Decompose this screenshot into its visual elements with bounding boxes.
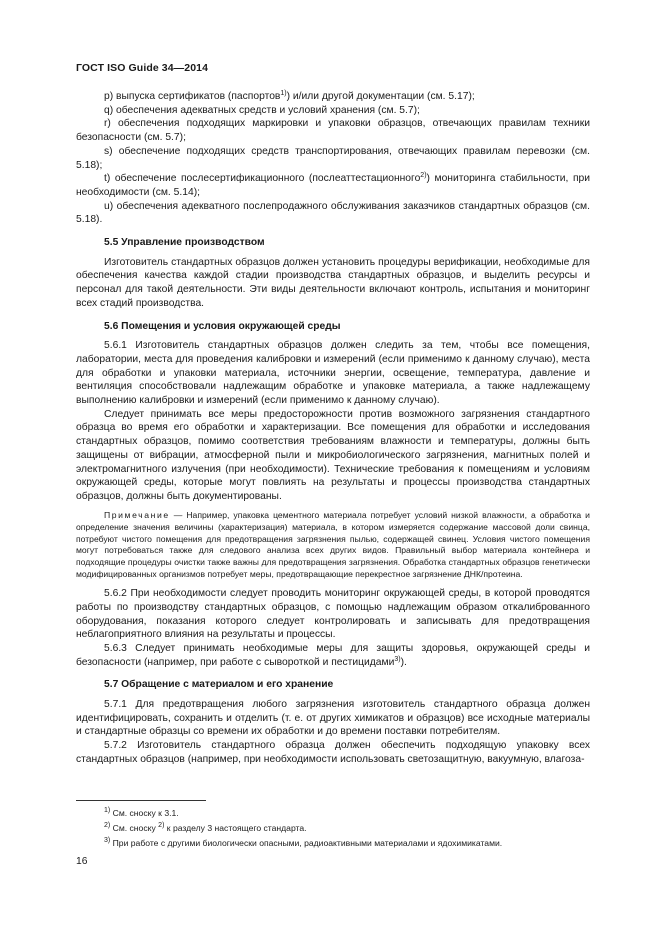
footnote-3: $^{3)}$ При работе с другими биологически опасными, радиоактивными материалами и ядохимикатами. <box>104 837 503 848</box>
page-number: 16 <box>76 856 88 867</box>
paragraph-5-7-1: 5.7.1 Для предотвращения любого загрязнения изготовитель стандартного образца должен идентифицировать, сохранить и отделить (т. е. от других химикатов и образцов) все исходные материалы и стандартные образцы со времени их обработки и до времени поставки потребителям. <box>76 699 590 738</box>
section-heading-5-6: 5.6 Помещения и условия окружающей среды <box>104 320 341 332</box>
list-item-t: t) обеспечение послесертификационного (послеаттестационного$^{2)}$) мониторинга стабильности, при необходимости (см. 5.14); <box>76 172 590 198</box>
list-item-q: q) обеспечения адекватных средств и условий хранения (см. 5.7); <box>104 104 420 116</box>
section-heading-5-7: 5.7 Обращение с материалом и его хранение <box>104 679 334 691</box>
footnote-ref: 1) <box>280 90 287 97</box>
list-item-p: p) выпуска сертификатов (паспортов$^{1)}$) и/или другой документации (см. 5.17); <box>104 90 475 102</box>
footnote-divider <box>76 800 206 801</box>
page-content <box>76 90 590 767</box>
note-label: Примечание <box>104 509 170 520</box>
list-item-s: s) обеспечение подходящих средств транспортирования, отвечающих правилам перевозки (см. 5.18); <box>76 145 590 171</box>
footnote-2: $^{2)}$ См. сноску $^{2)}$ к разделу 3 настоящего стандарта. <box>104 822 307 833</box>
section-heading-5-5: 5.5 Управление производством <box>104 237 265 249</box>
paragraph-5-6-1: 5.6.1 Изготовитель стандартных образцов должен следить за тем, чтобы все помещения, лаборатории, места для проведения калибровки и измерений (если применимо к данному случаю), места для обработки и упаковки материала, источники энергии, освещение, температура, давление и вентиляция способствовали надлежащим обработке и упаковке материала, а также надлежащему выполнению калибровки и измерений (если применимо к данному случаю). <box>76 340 590 407</box>
list-item-r: r) обеспечения подходящих маркировки и упаковки образцов, отвечающих правилам техники безопасности (см. 5.7); <box>76 118 590 144</box>
footnote-ref: 3) <box>394 655 401 663</box>
paragraph-5-6-3: 5.6.3 Следует принимать необходимые меры для защиты здоровья, окружающей среды и безопасности (например, при работе с сывороткой и пестицидами$^{3)}$). <box>76 642 590 668</box>
paragraph: Изготовитель стандартных образцов должен установить процедуры верификации, необходимые для обеспечения качества каждой стадии производства стандартных образцов, и выделить ресурсы и персонал для такой деятельности. Эти виды деятельности включают контроль, испытания и мониторинг всех стадий производства. <box>76 256 590 309</box>
paragraph-5-6-2: 5.6.2 При необходимости следует проводить мониторинг окружающей среды, в которой проводятся работы по производству стандартных образцов, с помощью надлежащим образом откалиброванного оборудования, показания которого следует контролировать и записывать для предотвращения неблагоприятного влияния на результаты и процессы. <box>76 588 590 641</box>
footnotes <box>76 806 590 851</box>
list-item-u: u) обеспечения адекватного послепродажного обслуживания заказчиков стандартных образцов (см. 5.18). <box>76 200 590 226</box>
footnote-ref: 2) <box>420 172 427 180</box>
paragraph-5-7-2: 5.7.2 Изготовитель стандартного образца должен обеспечить подходящую упаковку всех стандартных образцов (например, при необходимости использовать светозащитную, вакуумную, влагоза- <box>76 740 590 765</box>
document-header: ГОСТ ISO Guide 34—2014 <box>76 62 209 74</box>
note-block <box>76 510 590 581</box>
note-text: — Например, упаковка цементного материала потребует условий низкой влажности, а обработка и определение значения величины (характеризация) материала, в котором измеряется содержание массовой доли свинца, потребуют чистого помещения для предотвращения загрязнения пылью, содержащей свинец. Условия чистого помещения могут потребоваться также для следового анализа всех других видов. Правильный выбор материала контейнера и подходящие процедуры очистки также важны для предотвращения загрязнения. Обработка стандартных образцов генетически модифицированных организмов потребует меры, предотвращающие перекрестное загрязнение ДНК/протеина. <box>76 509 590 580</box>
paragraph: Следует принимать все меры предосторожности против возможного загрязнения стандартного образца во время его обработки и характеризации. Все помещения для обработки и исследования стандартных образцов, помимо соответствия требованиям влажности и температуры, должны быть защищены от вибрации, атмосферной пыли и микробиологического загрязнения, магнитных полей и электромагнитного излучения (при необходимости). Технические требования к помещениям и условиям окружающей среды, которые могут повлиять на результаты и процессы производства стандартных образцов, должны быть документированы. <box>76 408 590 502</box>
footnote-1: $^{1)}$ См. сноску к 3.1. <box>104 807 179 818</box>
